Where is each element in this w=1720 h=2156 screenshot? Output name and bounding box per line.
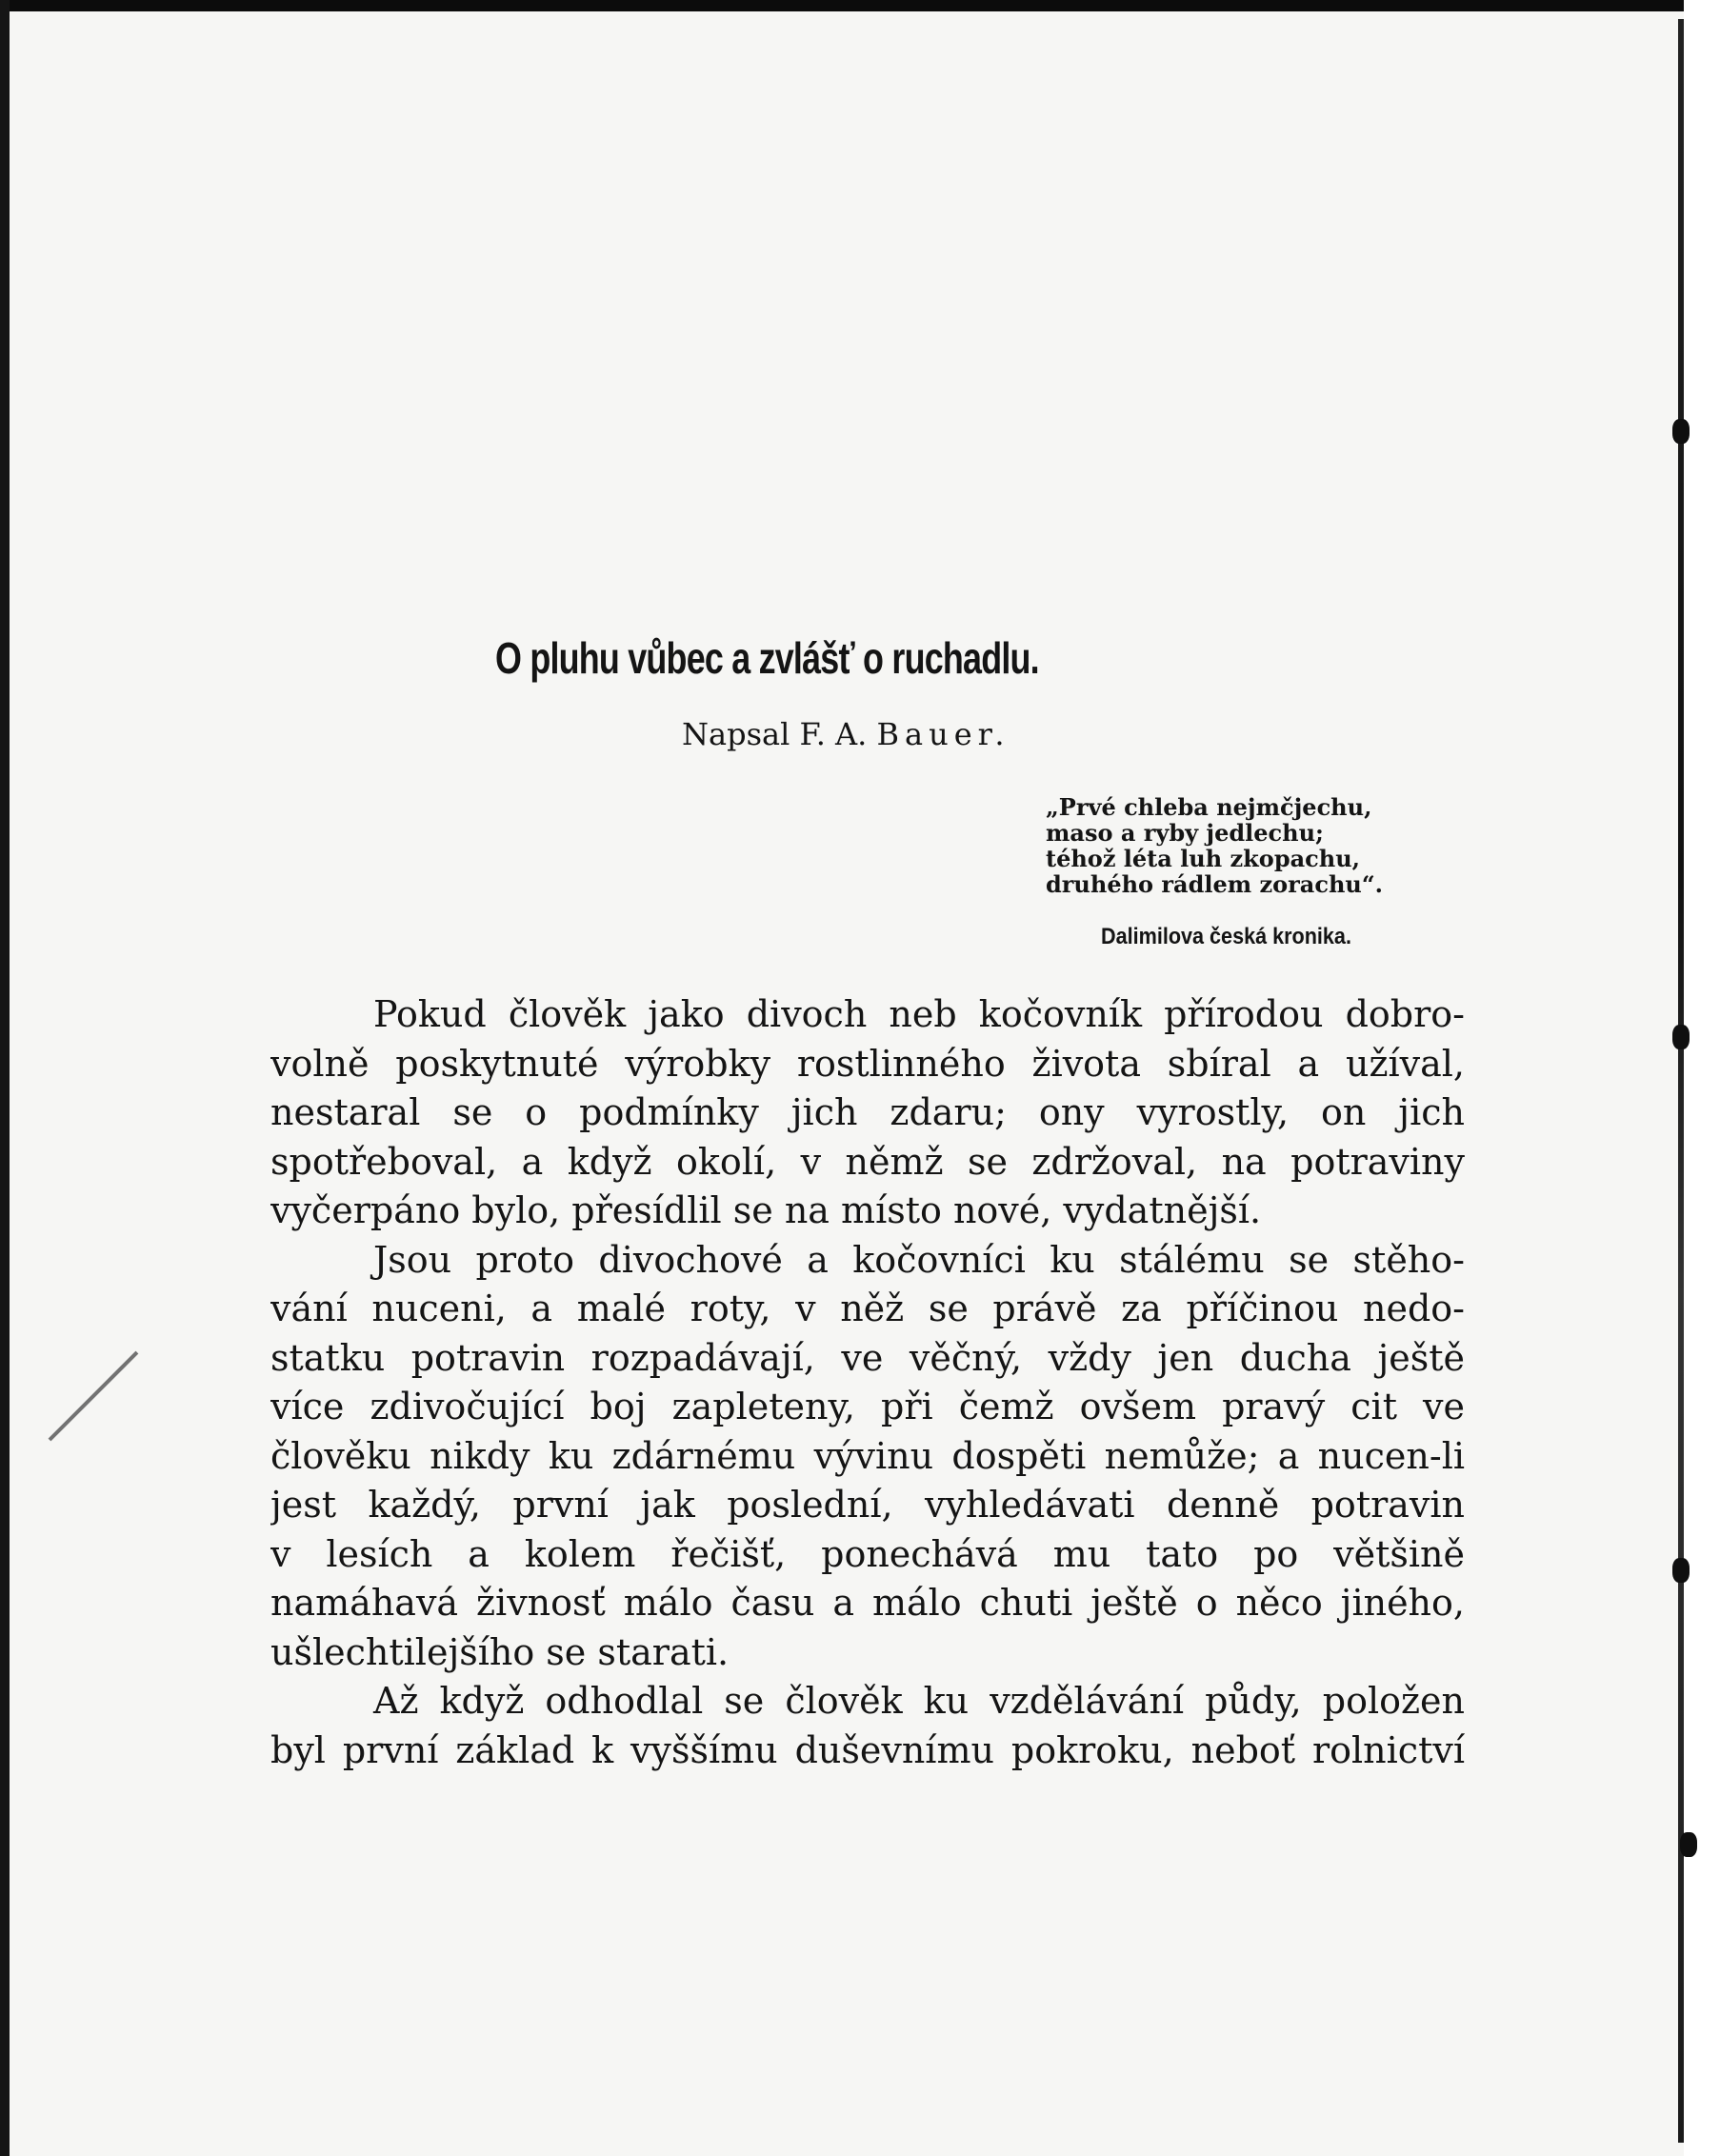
body-line: byl první základ k vyššímu duševnímu pokroku, neboť rolnictví — [270, 1728, 1465, 1771]
epigraph-line: „Prvé chleba nejmčjechu, — [1046, 793, 1372, 821]
scan-scratch — [49, 1351, 139, 1442]
binding-mark — [1672, 1025, 1690, 1049]
body-line: Jsou proto divochové a kočovníci ku stálému se stěho- — [373, 1238, 1465, 1281]
article-title: O pluhu vůbec a zvlášť o ruchadlu. — [495, 633, 1039, 683]
body-line: jest každý, první jak poslední, vyhledávati denně potravin — [270, 1484, 1465, 1526]
byline — [682, 716, 1010, 752]
epigraph — [1046, 794, 1455, 897]
body-line: ušlechtilejšího se starati. — [270, 1630, 730, 1673]
byline-author: Bauer. — [876, 716, 1010, 752]
body-line: spotřeboval, a když okolí, v němž se zdržoval, na potraviny — [270, 1140, 1465, 1183]
binding-edge — [1678, 19, 1684, 2143]
epigraph-line: maso a ryby jedlechu; — [1046, 819, 1324, 847]
body-line: namáhavá živnosť málo času a málo chuti ještě o něco jiného, — [270, 1582, 1465, 1624]
binding-mark — [1672, 1558, 1690, 1583]
epigraph-line: téhož léta luh zkopachu, — [1046, 845, 1361, 872]
scan-top-edge — [0, 0, 1720, 11]
body-line: volně poskytnuté výrobky rostlinného života sbíral a užíval, — [270, 1042, 1465, 1085]
binding-mark — [1672, 419, 1690, 444]
article-body — [270, 990, 1465, 1775]
body-line: člověku nikdy ku zdárnému vývinu dospěti nemůže; a nucen-li — [270, 1434, 1465, 1477]
body-line: statku potravin rozpadávají, ve věčný, vždy jen ducha ještě — [270, 1336, 1465, 1379]
body-line: vání nuceni, a malé roty, v něž se právě za příčinou nedo- — [270, 1288, 1465, 1329]
body-line: nestaral se o podmínky jich zdaru; ony vyrostly, on jich — [270, 1091, 1465, 1133]
epigraph-line: druhého rádlem zorachu“. — [1046, 870, 1384, 898]
body-line: Až když odhodlal se člověk ku vzdělávání půdy, položen — [373, 1680, 1465, 1722]
body-line: v lesích a kolem řečišť, ponechává mu tato po většině — [270, 1532, 1465, 1575]
epigraph-source: Dalimilova česká kronika. — [1101, 924, 1351, 949]
scan-left-edge — [0, 0, 10, 2156]
body-line: více zdivočující boj zapleteny, při čemž ovšem pravý cit ve — [270, 1386, 1465, 1427]
byline-prefix: Napsal F. A. — [682, 716, 868, 752]
binding-mark — [1680, 1832, 1697, 1857]
body-line: Pokud člověk jako divoch neb kočovník přírodou dobro- — [373, 993, 1465, 1035]
body-line: vyčerpáno bylo, přesídlil se na místo nové, vydatnější. — [270, 1189, 1262, 1231]
